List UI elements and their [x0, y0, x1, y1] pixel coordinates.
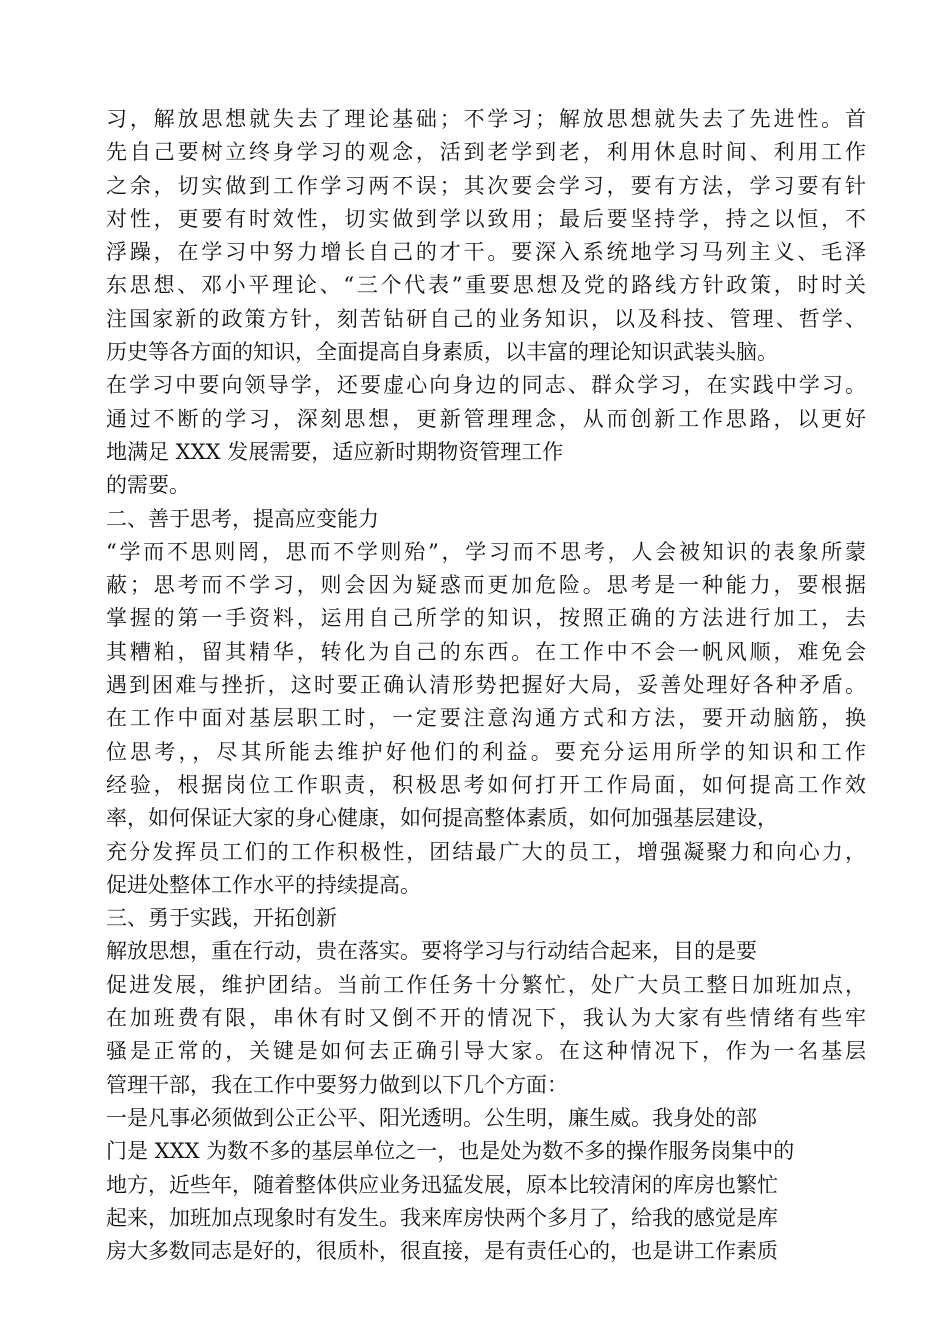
text-line: 解放思想，重在行动，贵在落实。要将学习与行动结合起来，目的是要	[106, 939, 757, 964]
text-line: 地满足 XXX 发展需要，适应新时期物资管理工作	[106, 439, 564, 464]
text-line: “学而不思则罔，思而不学则殆”，学习而不思考，人会被知识的表象所蒙	[106, 539, 866, 564]
text-line: 遇到困难与挫折，这时要正确认清形势把握好大局，妥善处理好各种矛盾。	[106, 673, 866, 698]
text-line: 先自己要树立终身学习的观念，活到老学到老，利用休息时间、利用工作	[106, 140, 866, 165]
text-line: 注国家新的政策方针，刻苦钻研自己的业务知识，以及科技、管理、哲学、	[106, 306, 866, 331]
section-heading: 二、善于思考，提高应变能力	[106, 506, 379, 531]
text-line: 对性，更要有时效性，切实做到学以致用；最后要坚持学，持之以恒，不	[106, 206, 866, 231]
text-line: 历史等各方面的知识，全面提高自身素质，以丰富的理论知识武装头脑。	[106, 340, 778, 365]
section-heading: 三、勇于实践，开拓创新	[106, 906, 337, 931]
text-line: 蔽；思考而不学习，则会因为疑惑而更加危险。思考是一种能力，要根据	[106, 573, 866, 598]
text-line: 骚是正常的，关键是如何去正确引导大家。在这种情况下，作为一名基层	[106, 1039, 866, 1064]
text-line: 一是凡事必须做到公正公平、阳光透明。公生明，廉生威。我身处的部	[106, 1105, 757, 1130]
text-line: 位思考，，尽其所能去维护好他们的利益。要充分运用所学的知识和工作	[106, 739, 866, 764]
text-line: 其糟粕，留其精华，转化为自己的东西。在工作中不会一帆风顺，难免会	[106, 639, 866, 664]
text-line: 率，如何保证大家的身心健康，如何提高整体素质，如何加强基层建设，	[106, 806, 778, 831]
text-line: 东思想、邓小平理论、“三个代表”重要思想及党的路线方针政策，时时关	[106, 273, 866, 298]
text-line: 在学习中要向领导学，还要虚心向身边的同志、群众学习，在实践中学习。	[106, 373, 866, 398]
text-line: 门是 XXX 为数不多的基层单位之一，也是处为数不多的操作服务岗集中的	[106, 1139, 795, 1164]
text-line: 管理干部，我在工作中要努力做到以下几个方面：	[106, 1072, 568, 1097]
text-line: 掌握的第一手资料，运用自己所学的知识，按照正确的方法进行加工，去	[106, 606, 866, 631]
text-line: 之余，切实做到工作学习两不误；其次要会学习，要有方法，学习要有针	[106, 173, 866, 198]
text-line: 浮躁，在学习中努力增长自己的才干。要深入系统地学习马列主义、毛泽	[106, 240, 866, 265]
text-line: 促进发展，维护团结。当前工作任务十分繁忙，处广大员工整日加班加点，	[106, 972, 866, 997]
text-line: 在加班费有限，串休有时又倒不开的情况下，我认为大家有些情绪有些牢	[106, 1006, 866, 1031]
text-line: 习，解放思想就失去了理论基础；不学习；解放思想就失去了先进性。首	[106, 107, 866, 131]
text-line: 充分发挥员工们的工作积极性，团结最广大的员工，增强凝聚力和向心力，	[106, 839, 866, 864]
document-body	[106, 103, 866, 1268]
text-line: 经验，根据岗位工作职责，积极思考如何打开工作局面，如何提高工作效	[106, 772, 866, 797]
text-line: 通过不断的学习，深刻思想，更新管理理念，从而创新工作思路，以更好	[106, 406, 866, 431]
text-line: 起来，加班加点现象时有发生。我来库房快两个多月了，给我的感觉是库	[106, 1205, 778, 1230]
text-line: 地方，近些年，随着整体供应业务迅猛发展，原本比较清闲的库房也繁忙	[106, 1172, 778, 1197]
text-line: 在工作中面对基层职工时，一定要注意沟通方式和方法，要开动脑筋，换	[106, 706, 866, 731]
text-line: 促进处整体工作水平的持续提高。	[106, 872, 421, 897]
text-line: 的需要。	[106, 473, 190, 498]
text-line: 房大多数同志是好的，很质朴，很直接，是有责任心的，也是讲工作素质	[106, 1239, 778, 1264]
